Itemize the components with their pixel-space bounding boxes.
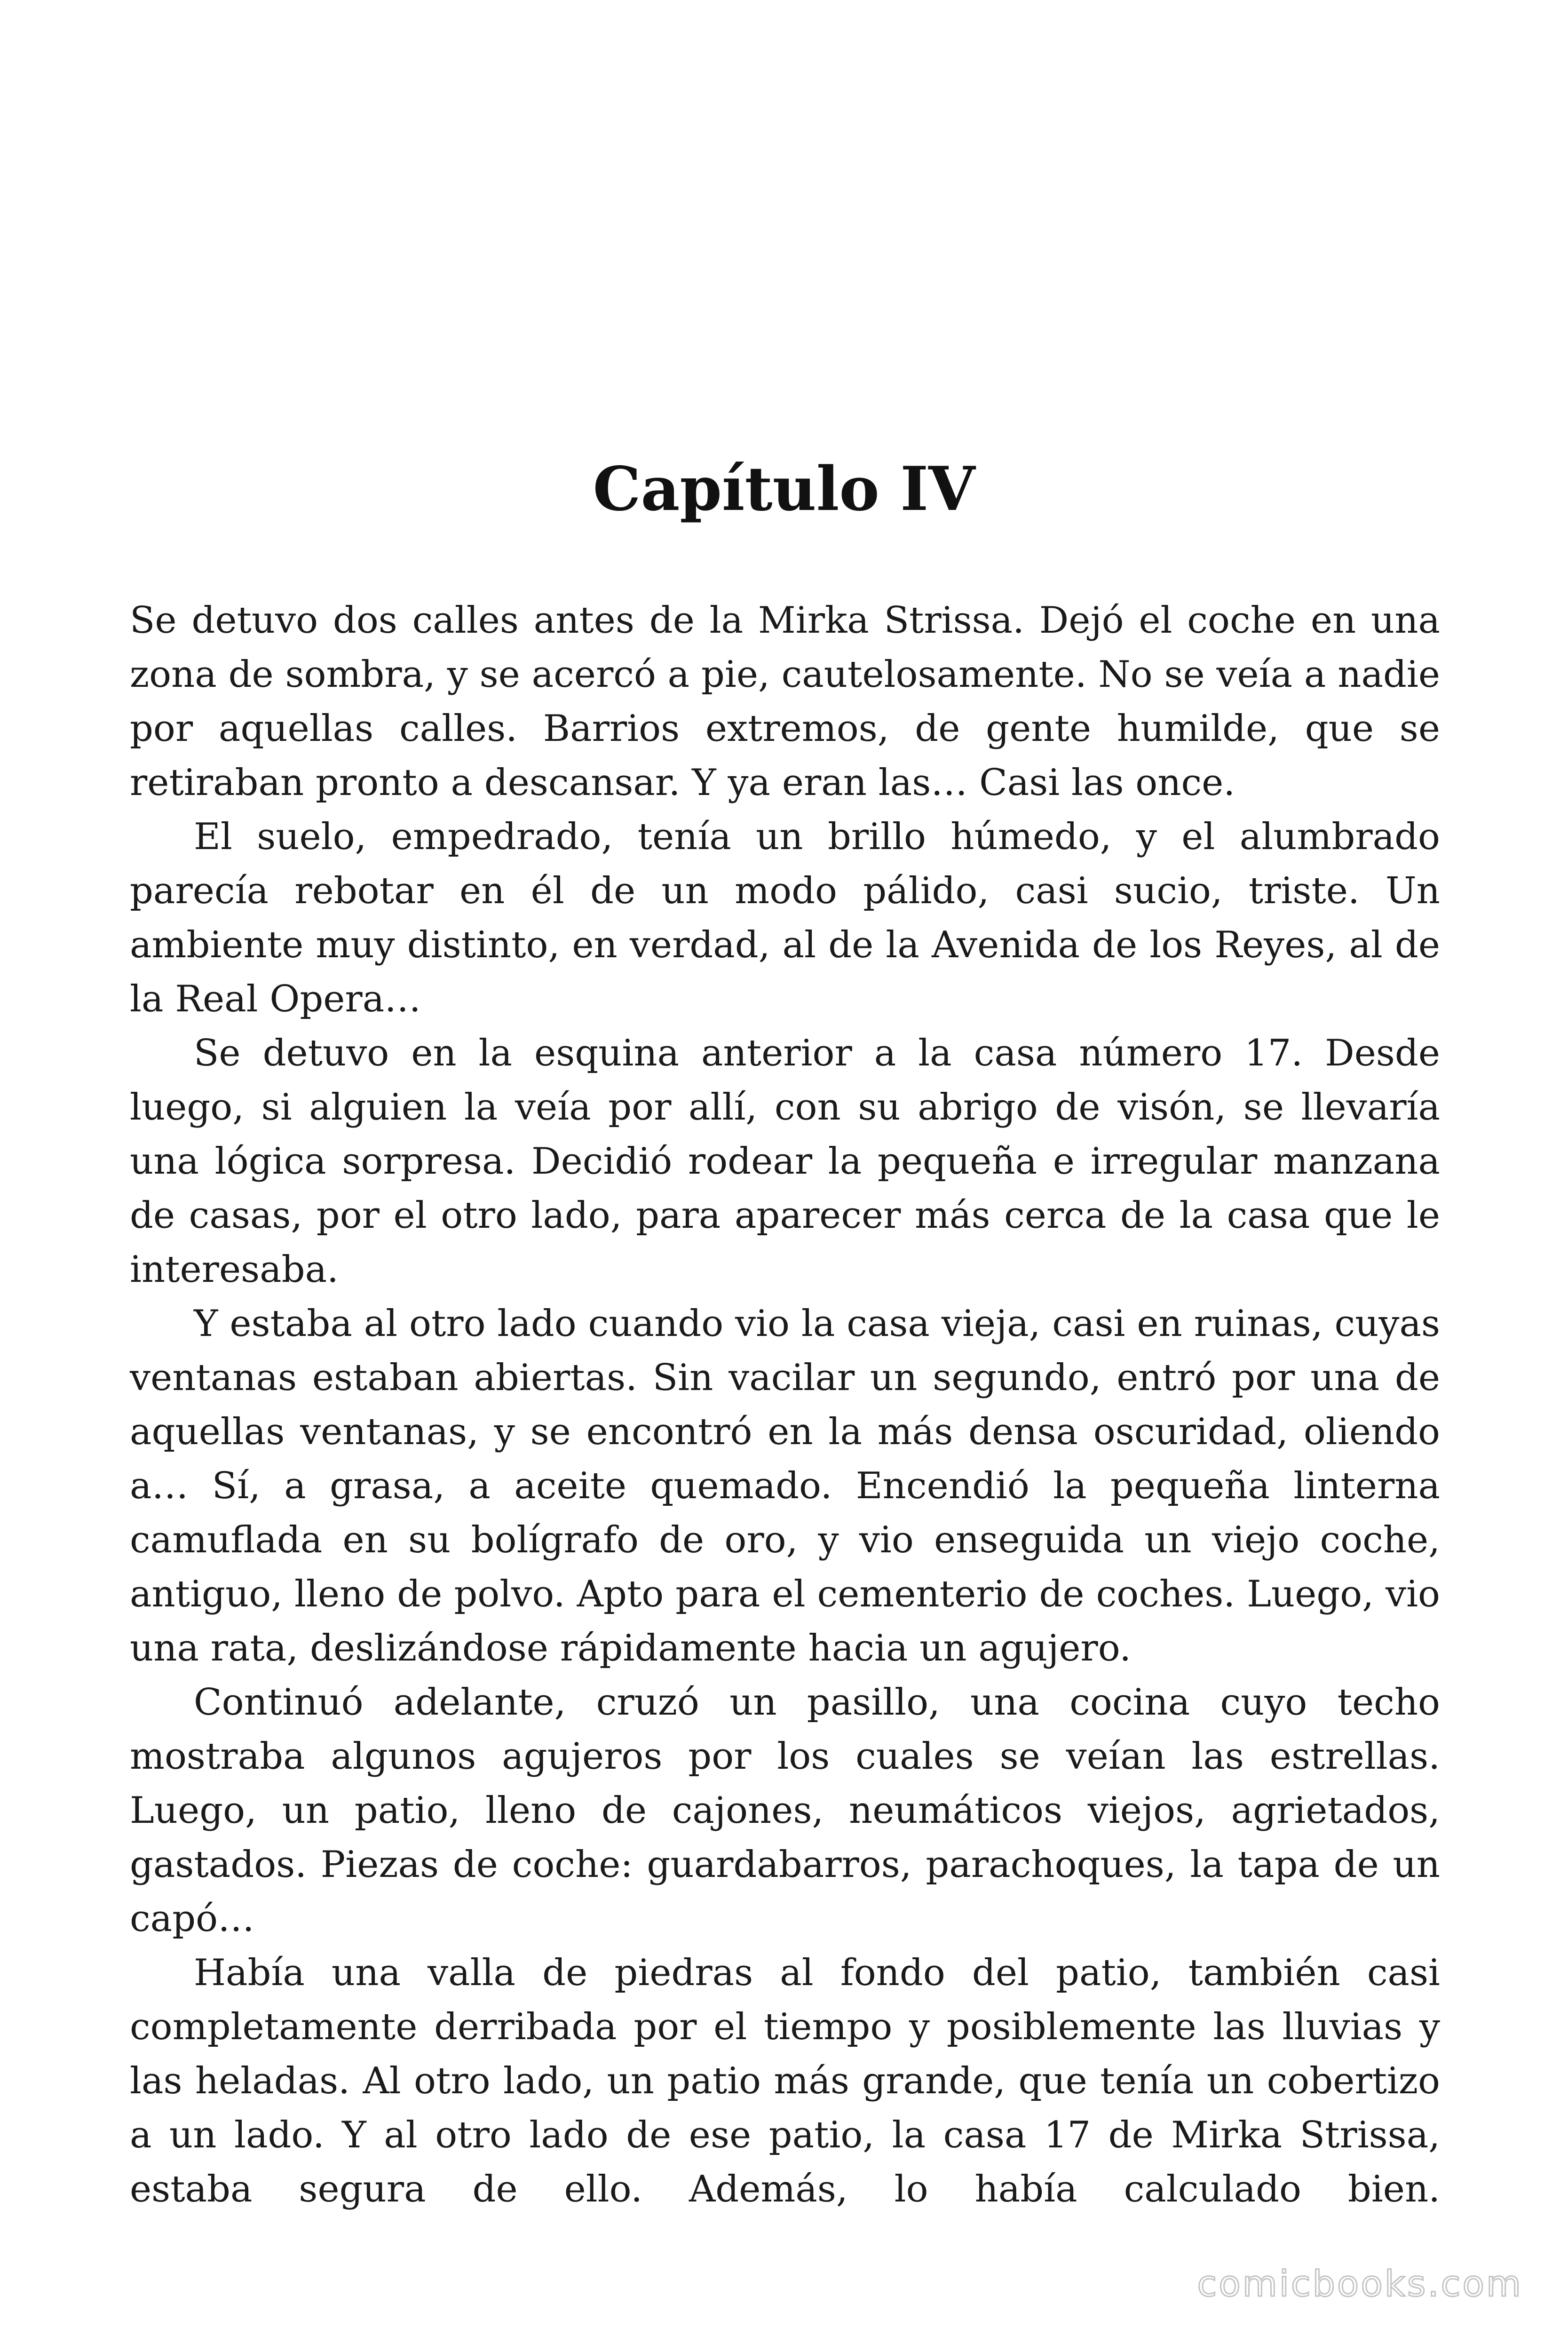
- chapter-body: [130, 594, 1440, 2217]
- paragraph-6: Había una valla de piedras al fondo del patio, también casi completamente derribada por el tiempo y posiblemente las lluvias y las heladas. Al otro lado, un patio más grande, que tenía un cobertizo a un lado. Y al otro lado de ese patio, la casa 17 de Mirka Strissa, estaba segura de ello. Además, lo había calculado bien.: [130, 1952, 1440, 2210]
- paragraph-5: Continuó adelante, cruzó un pasillo, una cocina cuyo techo mostraba algunos agujeros por los cuales se veían las estrellas. Luego, un patio, lleno de cajones, neumáticos viejos, agrietados, gastados. Piezas de coche: guardabarros, parachoques, la tapa de un capó…: [130, 1681, 1440, 1940]
- paragraph-2: El suelo, empedrado, tenía un brillo húmedo, y el alumbrado parecía rebotar en él de un modo pálido, casi sucio, triste. Un ambiente muy distinto, en verdad, al de la Avenida de los Reyes, al de la Real Opera…: [130, 816, 1440, 1020]
- paragraph-3: Se detuvo en la esquina anterior a la casa número 17. Desde luego, si alguien la veía por allí, con su abrigo de visón, se llevaría una lógica sorpresa. Decidió rodear la pequeña e irregular manzana de casas, por el otro lado, para aparecer más cerca de la casa que le interesaba.: [130, 1032, 1440, 1291]
- paragraph-4: Y estaba al otro lado cuando vio la casa vieja, casi en ruinas, cuyas ventanas estaban abiertas. Sin vacilar un segundo, entró por una de aquellas ventanas, y se encontró en la más densa oscuridad, oliendo a… Sí, a grasa, a aceite quemado. Encendió la pequeña linterna camuflada en su bolígrafo de oro, y vio enseguida un viejo coche, antiguo, lleno de polvo. Apto para el cementerio de coches. Luego, vio una rata, deslizándose rápidamente hacia un agujero.: [130, 1303, 1440, 1669]
- chapter-title: Capítulo IV: [593, 454, 975, 524]
- watermark-logo: comicbooks.com: [1197, 2263, 1523, 2304]
- paragraph-1: Se detuvo dos calles antes de la Mirka Strissa. Dejó el coche en una zona de sombra, y se acercó a pie, cautelosamente. No se veía a nadie por aquellas calles. Barrios extremos, de gente humilde, que se retiraban pronto a descansar. Y ya eran las… Casi las once.: [130, 599, 1440, 804]
